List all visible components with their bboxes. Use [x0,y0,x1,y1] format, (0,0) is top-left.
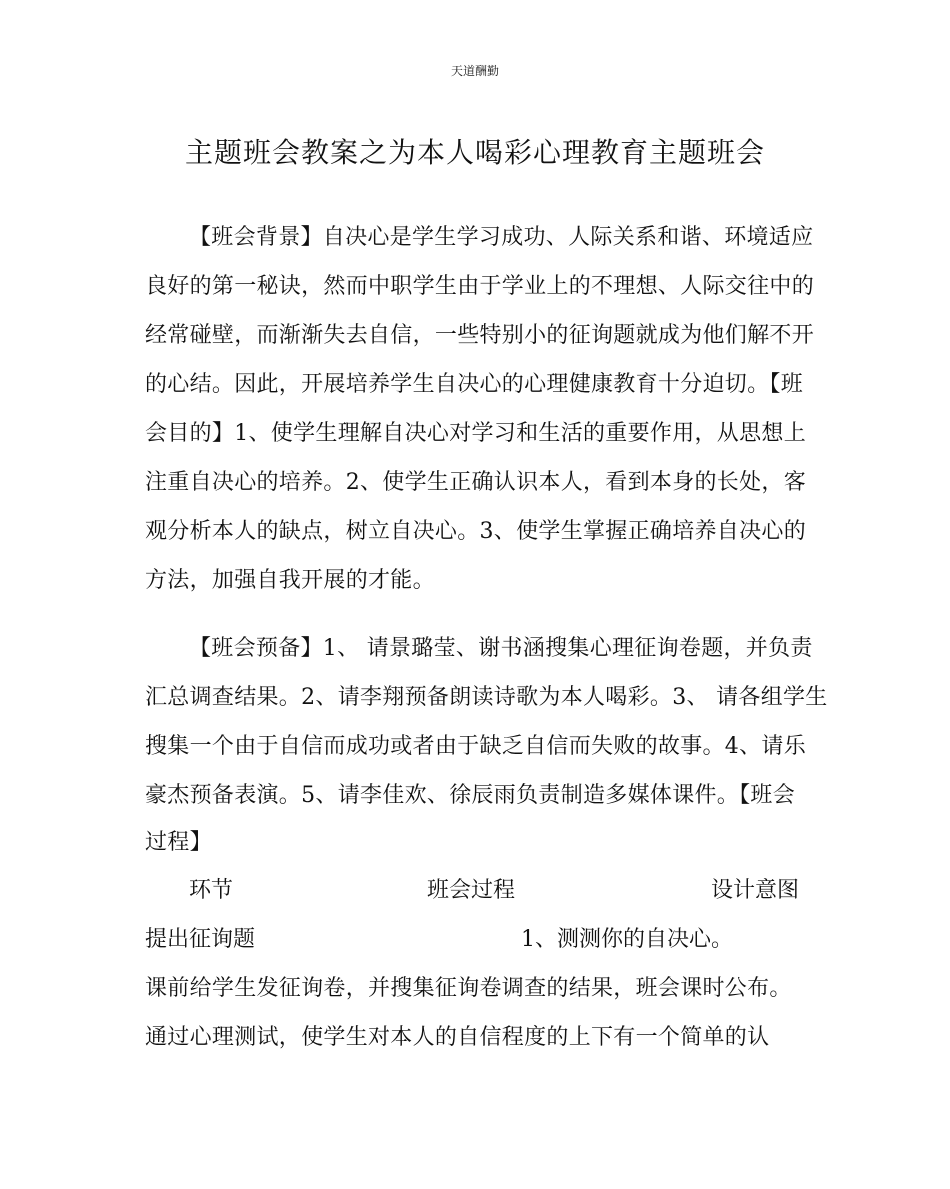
paragraph-line: 经常碰壁，而渐渐失去自信，一些特别小的征询题就成为他们解不开 [145,323,815,348]
paragraph-line: 豪杰预备表演。5、请李佳欢、徐辰雨负责制造多媒体课件。【班会 [145,783,795,808]
page-title: 主题班会教案之为本人喝彩心理教育主题班会 [184,136,765,169]
paragraph-line: 注重自决心的培养。2、使学生正确认识本人，看到本身的长处，客 [145,470,806,495]
paragraph-line: 通过心理测试，使学生对本人的自信程度的上下有一个简单的认 [145,1025,770,1050]
paragraph-line: 良好的第一秘诀，然而中职学生由于学业上的不理想、人际交往中的 [145,274,815,299]
table-header-stage: 环节 [189,878,234,903]
page-header: 天道酬勤 [450,64,499,78]
table-header-process: 班会过程 [427,878,516,903]
paragraph-line: 的心结。因此，开展培养学生自决心的心理健康教育十分迫切。【班 [145,372,804,397]
table-header-intent: 设计意图 [711,878,800,903]
table-cell-process: 1、测测你的自决心。 [521,927,733,952]
paragraph-line: 汇总调查结果。2、请李翔预备朗读诗歌为本人喝彩。3、 请各组学生 [145,685,828,710]
paragraph-line: 方法，加强自我开展的才能。 [145,568,435,593]
paragraph-line: 过程】 [145,830,212,855]
paragraph-line: 搜集一个由于自信而成功或者由于缺乏自信而失败的故事。4、请乐 [145,734,806,759]
paragraph-line: 会目的】1、使学生理解自决心对学习和生活的重要作用，从思想上 [145,421,806,446]
paragraph-line: 课前给学生发征询卷，并搜集征询卷调查的结果，班会课时公布。 [145,976,792,1001]
paragraph-line: 观分析本人的缺点，树立自决心。3、使学生掌握正确培养自决心的 [145,519,806,544]
paragraph-line: 【班会背景】自决心是学生学习成功、人际关系和谐、环境适应 [189,225,814,250]
table-cell-stage: 提出征询题 [145,927,256,952]
paragraph-line: 【班会预备】1、 请景璐莹、谢书涵搜集心理征询卷题，并负责 [189,636,813,661]
